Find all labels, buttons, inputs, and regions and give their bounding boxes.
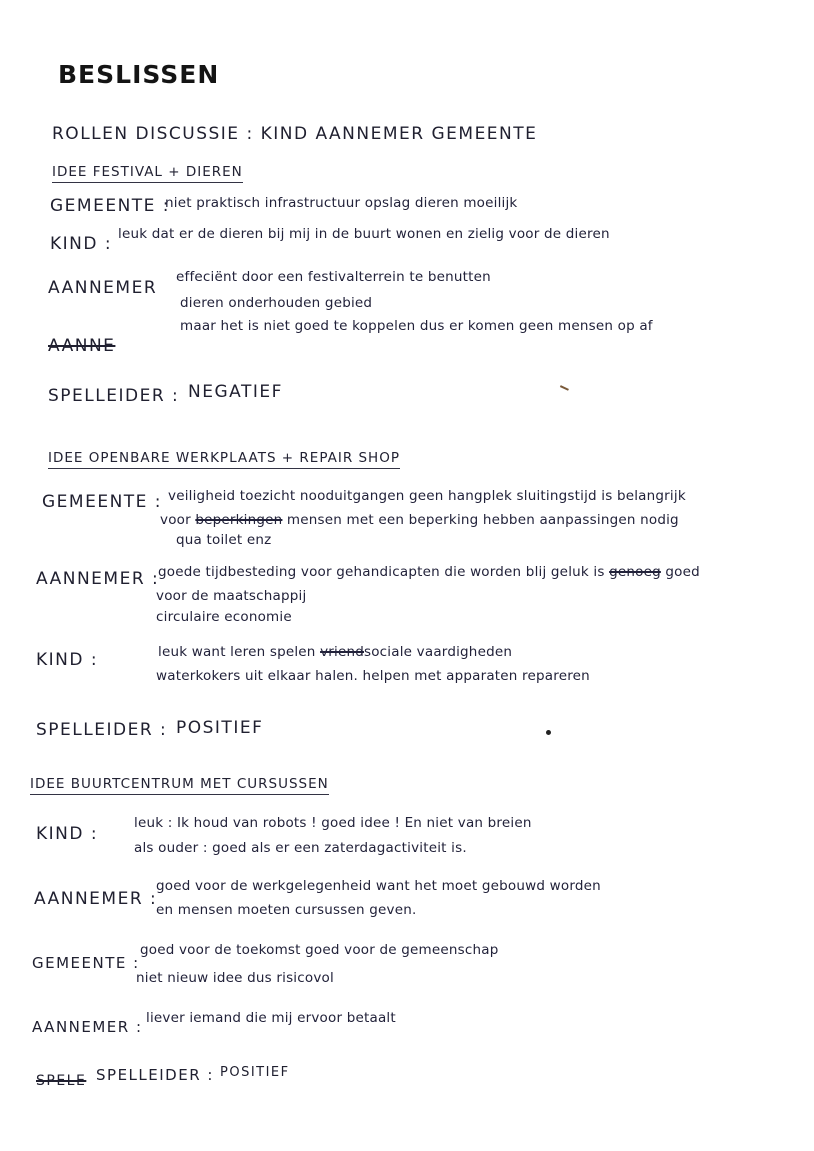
idea3-gemeente-line2: niet nieuw idee dus risicovol [136,970,334,986]
idea2-gemeente-line2-a: voor [160,512,191,528]
idea2-aannemer-line1-a: goede tijdbesteding voor gehandicapten die worden blij geluk is [158,564,605,580]
idea1-kind-label: KIND : [50,234,113,254]
idea2-gemeente-line3: qua toilet enz [176,532,272,548]
page-title: BESLISSEN [58,60,220,89]
idea3-struck-label: SPELE [36,1073,87,1089]
roles-line: ROLLEN DISCUSSIE : KIND AANNEMER GEMEENTE [52,124,538,144]
idea-werkplaats-heading: IDEE OPENBARE WERKPLAATS + REPAIR SHOP [48,452,400,469]
idea2-gemeente-line1: veiligheid toezicht nooduitgangen geen hangplek sluitingstijd is belangrijk [168,488,686,504]
idea1-spelleider-label: SPELLEIDER : [48,386,180,406]
idea2-aannemer-line1-struck: genoeg [609,564,661,580]
idea3-spelleider-value: POSITIEF [220,1065,290,1080]
idea2-gemeente-line2-b: mensen met een beperking hebben aanpassingen nodig [286,512,679,528]
idea2-spelleider-label: SPELLEIDER : [36,720,168,740]
pen-dot [546,730,551,735]
idea2-gemeente-label: GEMEENTE : [42,492,163,512]
idea1-kind-text: leuk dat er de dieren bij mij in de buurt wonen en zielig voor de dieren [118,226,610,242]
idea-buurtcentrum-heading: IDEE BUURTCENTRUM MET CURSUSSEN [30,778,329,795]
idea2-aannemer-line2: voor de maatschappij [156,588,307,604]
idea3-aannemer-line2: en mensen moeten cursussen geven. [156,902,417,918]
idea1-aannemer-line3: maar het is niet goed te koppelen dus er komen geen mensen op af [180,318,653,334]
idea3-gemeente-line1: goed voor de toekomst goed voor de gemeenschap [140,942,499,958]
idea1-spelleider-value: NEGATIEF [188,382,283,402]
idea1-aannemer-line1: effeciënt door een festivalterrein te benutten [176,269,491,285]
idea2-kind-label: KIND : [36,650,99,670]
idea1-gemeente-text: niet praktisch infrastructuur opslag dieren moeilijk [165,195,518,211]
idea1-struck-label: AANNE [48,336,116,356]
idea1-aannemer-line2: dieren onderhouden gebied [180,295,373,311]
idea2-gemeente-line2-struck: beperkingen [195,512,283,528]
idea3-gemeente-label: GEMEENTE : [32,954,140,972]
pen-mark [560,385,569,390]
idea2-aannemer-line1 [158,566,700,580]
idea1-gemeente-label: GEMEENTE : [50,196,171,216]
idea-festival-heading: IDEE FESTIVAL + DIEREN [52,166,243,183]
idea2-aannemer-label: AANNEMER : [36,569,160,589]
idea2-kind-line1-a: leuk want leren spelen [158,644,316,660]
idea2-gemeente-line2 [160,514,679,528]
idea2-kind-line2: waterkokers uit elkaar halen. helpen met apparaten repareren [156,668,590,684]
idea2-kind-line1-b: sociale vaardigheden [363,644,513,660]
idea2-spelleider-value: POSITIEF [176,718,264,738]
idea2-aannemer-line1-b: goed [665,564,700,580]
idea3-aannemer-line1: goed voor de werkgelegenheid want het moet gebouwd worden [156,878,601,894]
idea3-kind-line1: leuk : Ik houd van robots ! goed idee ! En niet van breien [134,815,532,831]
idea2-kind-line1 [158,646,512,660]
idea3-aannemer2-text: liever iemand die mij ervoor betaalt [146,1010,396,1026]
idea3-aannemer2-label: AANNEMER : [32,1018,143,1036]
idea3-kind-label: KIND : [36,824,99,844]
idea2-aannemer-line3: circulaire economie [156,609,292,625]
idea3-aannemer-label: AANNEMER : [34,889,158,909]
idea2-kind-line1-struck: vriend [320,644,364,660]
idea1-aannemer-label: AANNEMER [48,278,158,298]
idea3-spelleider-label: SPELLEIDER : [96,1066,214,1084]
idea3-kind-line2: als ouder : goed als er een zaterdagactiviteit is. [134,840,467,856]
